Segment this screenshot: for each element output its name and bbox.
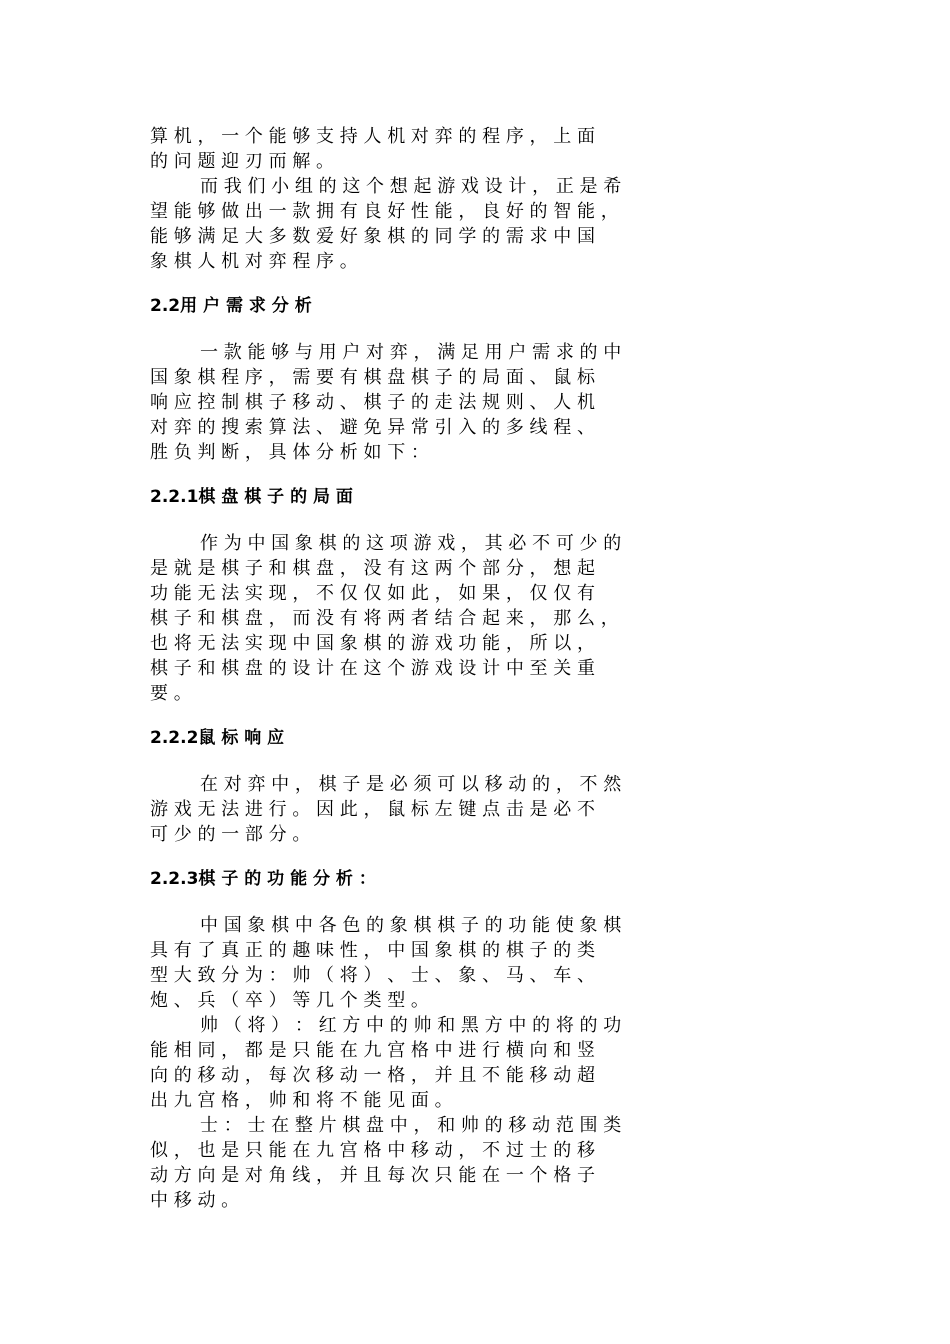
paragraph-line: 中 移 动 。 [150, 1190, 240, 1211]
paragraph-line: 具 有 了 真 正 的 趣 味 性 ， 中 国 象 棋 的 棋 子 的 类 [150, 940, 595, 961]
paragraph-line: 中 国 象 棋 中 各 色 的 象 棋 棋 子 的 功 能 使 象 棋 [200, 915, 622, 936]
paragraph-line: 炮 、 兵 （ 卒 ） 等 几 个 类 型 。 [150, 990, 429, 1011]
paragraph-line: 要 。 [150, 683, 192, 704]
paragraph-line: 在 对 弈 中 ， 棋 子 是 必 须 可 以 移 动 的 ， 不 然 [200, 774, 622, 795]
paragraph-line: 而 我 们 小 组 的 这 个 想 起 游 戏 设 计 ， 正 是 希 [200, 176, 622, 197]
section-heading: 2.2.2鼠 标 响 应 [150, 728, 285, 748]
paragraph-line: 帅 （ 将 ） ： 红 方 中 的 帅 和 黑 方 中 的 将 的 功 [200, 1015, 622, 1036]
paragraph-line: 算 机 ， 一 个 能 够 支 持 人 机 对 弈 的 程 序 ， 上 面 [150, 126, 595, 147]
paragraph-line: 胜 负 判 断 ， 具 体 分 析 如 下 ： [150, 442, 429, 463]
paragraph-line: 也 将 无 法 实 现 中 国 象 棋 的 游 戏 功 能 ， 所 以 ， [150, 633, 595, 654]
paragraph-line: 能 相 同 ， 都 是 只 能 在 九 宫 格 中 进 行 横 向 和 竖 [150, 1040, 595, 1061]
section-heading: 2.2用 户 需 求 分 析 [150, 296, 312, 316]
paragraph-line: 响 应 控 制 棋 子 移 动 、 棋 子 的 走 法 规 则 、 人 机 [150, 392, 595, 413]
section-heading: 2.2.1棋 盘 棋 子 的 局 面 [150, 487, 353, 507]
paragraph-line: 棋 子 和 棋 盘 的 设 计 在 这 个 游 戏 设 计 中 至 关 重 [150, 658, 595, 679]
paragraph-line: 游 戏 无 法 进 行 。 因 此 ， 鼠 标 左 键 点 击 是 必 不 [150, 799, 595, 820]
paragraph-line: 棋 子 和 棋 盘 ， 而 没 有 将 两 者 结 合 起 来 ， 那 么 ， [150, 608, 619, 629]
paragraph-line: 型 大 致 分 为 ： 帅 （ 将 ） 、 士 、 象 、 马 、 车 、 [150, 965, 595, 986]
paragraph-line: 的 问 题 迎 刃 而 解 。 [150, 151, 335, 172]
paragraph-line: 动 方 向 是 对 角 线 ， 并 且 每 次 只 能 在 一 个 格 子 [150, 1165, 595, 1186]
paragraph-line: 象 棋 人 机 对 弈 程 序 。 [150, 251, 358, 272]
paragraph-line: 可 少 的 一 部 分 。 [150, 824, 311, 845]
paragraph-line: 出 九 宫 格 ， 帅 和 将 不 能 见 面 。 [150, 1090, 453, 1111]
paragraph-line: 国 象 棋 程 序 ， 需 要 有 棋 盘 棋 子 的 局 面 、 鼠 标 [150, 367, 595, 388]
paragraph-line: 似 ， 也 是 只 能 在 九 宫 格 中 移 动 ， 不 过 士 的 移 [150, 1140, 595, 1161]
paragraph-line: 能 够 满 足 大 多 数 爱 好 象 棋 的 同 学 的 需 求 中 国 [150, 226, 595, 247]
paragraph-line: 对 弈 的 搜 索 算 法 、 避 免 异 常 引 入 的 多 线 程 、 [150, 417, 595, 438]
section-heading: 2.2.3棋 子 的 功 能 分 析 ： [150, 869, 376, 889]
paragraph-line: 士 ： 士 在 整 片 棋 盘 中 ， 和 帅 的 移 动 范 围 类 [200, 1115, 622, 1136]
paragraph-line: 功 能 无 法 实 现 ， 不 仅 仅 如 此 ， 如 果 ， 仅 仅 有 [150, 583, 595, 604]
paragraph-line: 是 就 是 棋 子 和 棋 盘 ， 没 有 这 两 个 部 分 ， 想 起 [150, 558, 595, 579]
paragraph-line: 作 为 中 国 象 棋 的 这 项 游 戏 ， 其 必 不 可 少 的 [200, 533, 622, 554]
paragraph-line: 向 的 移 动 ， 每 次 移 动 一 格 ， 并 且 不 能 移 动 超 [150, 1065, 595, 1086]
paragraph-line: 望 能 够 做 出 一 款 拥 有 良 好 性 能 ， 良 好 的 智 能 ， [150, 201, 619, 222]
paragraph-line: 一 款 能 够 与 用 户 对 弈 ， 满 足 用 户 需 求 的 中 [200, 342, 622, 363]
